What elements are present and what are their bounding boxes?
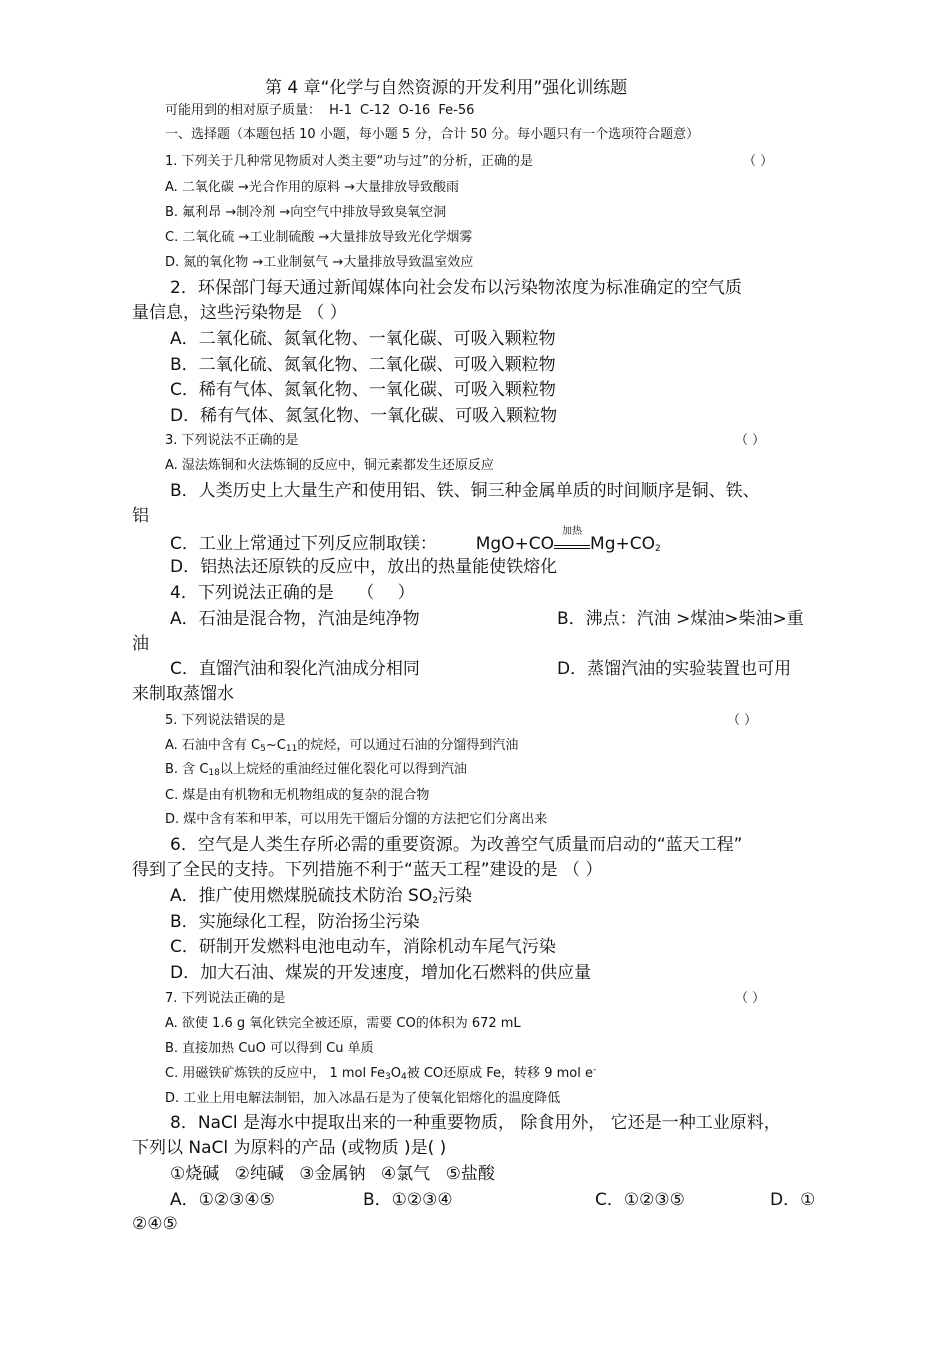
- q8-option-d-line2: ②④⑤: [132, 1214, 178, 1234]
- atomic-masses: 可能用到的相对原子质量： H-1 C-12 O-16 Fe-56: [165, 103, 475, 118]
- q7-option-c: C. 用磁铁矿炼铁的反应中， 1 mol $Fe_3O_4$被 CO还原成 Fe，转移 9 mol e-: [165, 1065, 597, 1082]
- q8-stem-line1: 8．NaCl 是海水中提取出来的一种重要物质， 除食用外， 它还是一种工业原料，: [170, 1113, 781, 1133]
- heating-arrow: [554, 526, 590, 549]
- q3-equation-subscript: 2: [655, 544, 661, 554]
- q2-stem-line1: 2．环保部门每天通过新闻媒体向社会发布以污染物浓度为标准确定的空气质: [170, 278, 742, 298]
- q5-option-b: B. 含 $C_{18}$以上烷烃的重油经过催化裂化可以得到汽油: [165, 762, 467, 778]
- q7-option-a: A. 欲使 1.6 g 氧化铁完全被还原，需要 CO的体积为 672 mL: [165, 1016, 521, 1031]
- q1-option-a: A. 二氧化碳 →光合作用的原料 →大量排放导致酸雨: [165, 180, 459, 195]
- q3-option-c: [170, 526, 661, 554]
- q4-option-b-line2: 油: [132, 634, 149, 654]
- q6-option-c: C．研制开发燃料电池电动车，消除机动车尾气污染: [170, 937, 556, 957]
- q4-option-b-line1: B．沸点：汽油 >煤油>柴油>重: [557, 609, 804, 629]
- q1-option-b: B. 氟利昂 →制冷剂 →向空气中排放导致臭氧空洞: [165, 205, 447, 220]
- q6-option-a: A．推广使用燃煤脱硫技术防治 $SO_2$污染: [170, 886, 472, 906]
- q7-stem: 7. 下列说法正确的是: [165, 991, 286, 1006]
- q3-option-c-text: C．工业上常通过下列反应制取镁：: [170, 534, 437, 554]
- q4-option-c: C．直馏汽油和裂化汽油成分相同: [170, 659, 420, 679]
- q3-option-b-line1: B．人类历史上大量生产和使用铝、铁、铜三种金属单质的时间顺序是铜、铁、: [170, 481, 760, 501]
- q4-option-d-line2: 来制取蒸馏水: [132, 684, 234, 704]
- section-heading: 一、选择题（本题包括 10 小题，每小题 5 分，合计 50 分。每小题只有一个选项符合题意）: [165, 127, 700, 142]
- q6-stem-line1: 6．空气是人类生存所必需的重要资源。为改善空气质量而启动的“蓝天工程”: [170, 835, 743, 855]
- q8-option-a: A．①②③④⑤: [170, 1190, 275, 1210]
- q1-answer-blank: （ ）: [743, 154, 774, 169]
- q6-option-b: B．实施绿化工程，防治扬尘污染: [170, 912, 420, 932]
- q2-option-b: B．二氧化硫、氮氧化物、二氧化碳、可吸入颗粒物: [170, 355, 556, 375]
- page-title: 第 4 章“化学与自然资源的开发利用”强化训练题: [265, 78, 628, 98]
- q4-stem: 4．下列说法正确的是 （ ）: [170, 583, 415, 603]
- q5-option-c: C. 煤是由有机物和无机物组成的复杂的混合物: [165, 788, 430, 803]
- heating-condition: 加热: [562, 526, 583, 537]
- q3-option-b-line2: 铝: [132, 506, 149, 526]
- q8-items: ①烧碱 ②纯碱 ③金属钠 ④氯气 ⑤盐酸: [170, 1164, 495, 1184]
- q2-option-d: D．稀有气体、氮氢化物、一氧化碳、可吸入颗粒物: [170, 406, 558, 426]
- q3-answer-blank: （ ）: [735, 433, 766, 448]
- q3-stem: 3. 下列说法不正确的是: [165, 433, 299, 448]
- q7-option-b: B. 直接加热 CuO 可以得到 Cu 单质: [165, 1041, 374, 1056]
- q2-option-c: C．稀有气体、氮氧化物、一氧化碳、可吸入颗粒物: [170, 380, 556, 400]
- q7-answer-blank: （ ）: [735, 991, 766, 1006]
- q5-option-a: A. 石油中含有 $C_5\sim C_{11}$的烷烃，可以通过石油的分馏得到汽油: [165, 738, 519, 754]
- q2-stem-line2: 量信息，这些污染物是 （ ）: [132, 303, 347, 323]
- q8-option-c: C．①②③⑤: [595, 1190, 685, 1210]
- q8-option-b: B．①②③④: [363, 1190, 453, 1210]
- q6-stem-line2: 得到了全民的支持。下列措施不利于“蓝天工程”建设的是 （ ）: [132, 860, 603, 880]
- q4-option-d-line1: D．蒸馏汽油的实验装置也可用: [557, 659, 792, 679]
- q5-answer-blank: （ ）: [727, 713, 758, 728]
- q5-option-d: D. 煤中含有苯和甲苯，可以用先干馏后分馏的方法把它们分离出来: [165, 812, 548, 827]
- q1-stem: 1. 下列关于几种常见物质对人类主要“功与过”的分析，正确的是: [165, 154, 534, 169]
- q2-option-a: A．二氧化硫、氮氧化物、一氧化碳、可吸入颗粒物: [170, 329, 556, 349]
- q8-option-d-line1: D．①: [770, 1190, 816, 1210]
- q3-equation-products: Mg+CO: [590, 534, 655, 554]
- q1-option-d: D. 氮的氧化物 →工业制氨气 →大量排放导致温室效应: [165, 255, 474, 270]
- q7-option-d: D. 工业上用电解法制铝，加入冰晶石是为了使氧化铝熔化的温度降低: [165, 1091, 561, 1106]
- q4-option-a: A．石油是混合物，汽油是纯净物: [170, 609, 420, 629]
- q5-stem: 5. 下列说法错误的是: [165, 713, 286, 728]
- q6-option-d: D．加大石油、煤炭的开发速度，增加化石燃料的供应量: [170, 963, 592, 983]
- q3-option-d: D．铝热法还原铁的反应中，放出的热量能使铁熔化: [170, 557, 558, 577]
- q3-option-a: A. 湿法炼铜和火法炼铜的反应中，铜元素都发生还原反应: [165, 458, 494, 473]
- q8-stem-line2: 下列以 NaCl 为原料的产品 (或物质 )是( ): [132, 1138, 447, 1158]
- q1-option-c: C. 二氧化硫 →工业制硫酸 →大量排放导致光化学烟雾: [165, 230, 473, 245]
- q3-equation-reactants: MgO+CO: [475, 534, 555, 554]
